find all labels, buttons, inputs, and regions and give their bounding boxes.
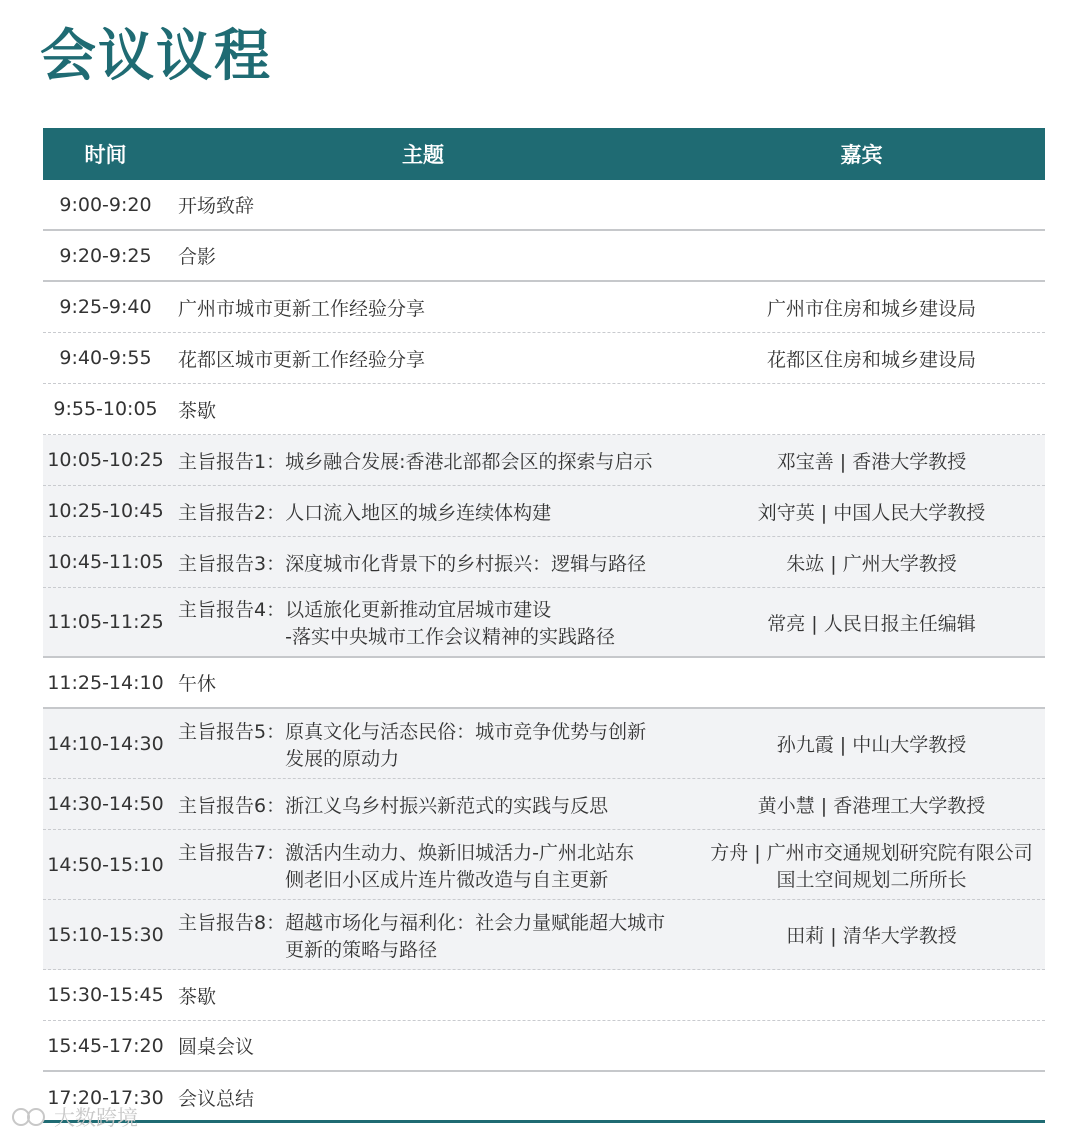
guest-line: 田莉 | 清华大学教授	[786, 925, 957, 947]
time-cell: 15:10-15:30	[47, 923, 164, 946]
agenda-row	[43, 900, 1045, 970]
topic-line: 花都区城市更新工作经验分享	[178, 348, 426, 371]
guest-line: 孙九霞 | 中山大学教授	[776, 734, 967, 756]
topic-cell	[168, 717, 698, 771]
guest-cell	[698, 345, 1045, 372]
page-title: 会议议程	[40, 24, 272, 89]
table-body	[43, 180, 1045, 1123]
header-guest: 嘉宾	[840, 143, 883, 167]
topic-line: 广州市城市更新工作经验分享	[178, 297, 426, 320]
topic-cell	[168, 669, 698, 696]
guest-cell	[698, 447, 1045, 474]
topic-line: 更新的策略与路径	[285, 938, 438, 961]
topic-line: 会议总结	[178, 1088, 255, 1110]
topic-cell	[168, 982, 698, 1009]
topic-line: 圆桌会议	[178, 1036, 255, 1058]
topic-cell	[168, 1032, 698, 1059]
watermark	[10, 1102, 138, 1132]
agenda-row	[43, 384, 1045, 435]
guest-line: 方舟 | 广州市交通规划研究院有限公司	[710, 841, 1033, 864]
header-time: 时间	[84, 143, 127, 167]
time-cell: 15:30-15:45	[47, 984, 164, 1006]
header-topic: 主题	[402, 143, 444, 167]
topic-line: 侧老旧小区成片连片微改造与自主更新	[285, 868, 609, 891]
time-cell: 10:05-10:25	[47, 449, 164, 471]
report-number: 主旨报告2：	[178, 501, 286, 524]
topic-line: 深度城市化背景下的乡村振兴：逻辑与路径	[285, 552, 647, 575]
agenda-row	[43, 180, 1045, 231]
agenda-row	[43, 830, 1045, 900]
agenda-row	[43, 435, 1045, 486]
topic-cell	[168, 549, 698, 576]
report-number: 主旨报告8：	[178, 911, 286, 934]
agenda-row	[43, 231, 1045, 282]
guest-cell	[698, 498, 1045, 525]
time-cell: 10:45-11:05	[47, 551, 164, 573]
report-number: 主旨报告3：	[178, 552, 286, 575]
guest-cell	[698, 609, 1045, 636]
guest-line: 国土空间规划二所所长	[776, 868, 967, 891]
topic-line: 午休	[178, 673, 217, 695]
report-number: 主旨报告1：	[178, 450, 286, 473]
topic-line: 开场致辞	[178, 195, 255, 217]
agenda-row	[43, 1072, 1045, 1123]
topic-cell	[168, 294, 698, 321]
agenda-row	[43, 970, 1045, 1021]
guest-line: 花都区住房和城乡建设局	[766, 348, 976, 371]
topic-cell	[168, 191, 698, 218]
guest-cell	[698, 549, 1045, 576]
watermark-text: 大数跨境	[54, 1106, 138, 1130]
topic-line: -落实中央城市工作会议精神的实践路径	[285, 626, 615, 648]
report-number: 主旨报告4：	[178, 599, 286, 621]
agenda-row	[43, 658, 1045, 709]
guest-cell	[698, 921, 1045, 948]
agenda-row	[43, 537, 1045, 588]
agenda-row	[43, 1021, 1045, 1072]
topic-cell	[168, 396, 698, 423]
time-cell: 11:05-11:25	[47, 611, 164, 633]
topic-cell	[168, 242, 698, 269]
topic-line: 浙江义乌乡村振兴新范式的实践与反思	[285, 794, 609, 817]
topic-cell	[168, 498, 698, 525]
agenda-row	[43, 588, 1045, 658]
topic-cell	[168, 447, 698, 474]
guest-line: 常亮 | 人民日报主任编辑	[767, 612, 976, 635]
topic-line: 以适旅化更新推动宜居城市建设	[285, 599, 552, 621]
topic-line: 超越市场化与福利化：社会力量赋能超大城市	[285, 911, 666, 934]
agenda-table	[43, 128, 1045, 1123]
watermark-logo-icon	[10, 1106, 48, 1128]
guest-line: 朱竑 | 广州大学教授	[786, 552, 957, 575]
topic-line: 茶歇	[178, 399, 217, 422]
report-number: 主旨报告6：	[178, 794, 286, 817]
topic-line: 城乡融合发展:香港北部都会区的探索与启示	[285, 450, 653, 473]
bottom-divider	[43, 1120, 1045, 1123]
topic-line: 发展的原动力	[285, 747, 400, 770]
time-cell: 15:45-17:20	[47, 1034, 164, 1057]
time-cell: 10:25-10:45	[47, 500, 164, 522]
guest-line: 邓宝善 | 香港大学教授	[776, 450, 967, 473]
agenda-row	[43, 282, 1045, 333]
time-cell: 9:00-9:20	[59, 193, 152, 216]
guest-line: 黄小慧 | 香港理工大学教授	[757, 794, 986, 817]
topic-cell	[168, 838, 698, 892]
topic-line: 原真文化与活态民俗：城市竞争优势与创新	[285, 720, 647, 743]
guest-line: 广州市住房和城乡建设局	[766, 297, 976, 320]
time-cell: 9:55-10:05	[53, 398, 158, 420]
topic-line: 茶歇	[178, 985, 217, 1008]
time-cell: 14:10-14:30	[47, 732, 164, 755]
time-cell: 14:30-14:50	[47, 793, 164, 815]
topic-line: 激活内生动力、焕新旧城活力-广州北站东	[285, 841, 634, 864]
topic-cell	[168, 595, 698, 649]
agenda-row	[43, 333, 1045, 384]
agenda-row	[43, 486, 1045, 537]
topic-cell	[168, 908, 698, 962]
time-cell: 11:25-14:10	[47, 671, 164, 694]
table-header	[43, 128, 1045, 180]
guest-line: 刘守英 | 中国人民大学教授	[757, 501, 986, 524]
time-cell: 17:20-17:30	[47, 1086, 164, 1109]
guest-cell	[698, 294, 1045, 321]
time-cell: 9:20-9:25	[59, 244, 152, 267]
guest-cell	[698, 730, 1045, 757]
topic-cell	[168, 1084, 698, 1111]
agenda-row	[43, 709, 1045, 779]
guest-cell	[698, 838, 1045, 892]
time-cell: 14:50-15:10	[47, 853, 164, 876]
time-cell: 9:40-9:55	[59, 347, 152, 369]
topic-cell	[168, 345, 698, 372]
topic-line: 合影	[178, 246, 217, 268]
topic-cell	[168, 791, 698, 818]
time-cell: 9:25-9:40	[59, 296, 152, 318]
report-number: 主旨报告5：	[178, 720, 286, 743]
guest-cell	[698, 791, 1045, 818]
report-number: 主旨报告7：	[178, 841, 286, 864]
agenda-row	[43, 779, 1045, 830]
topic-line: 人口流入地区的城乡连续体构建	[285, 501, 552, 524]
